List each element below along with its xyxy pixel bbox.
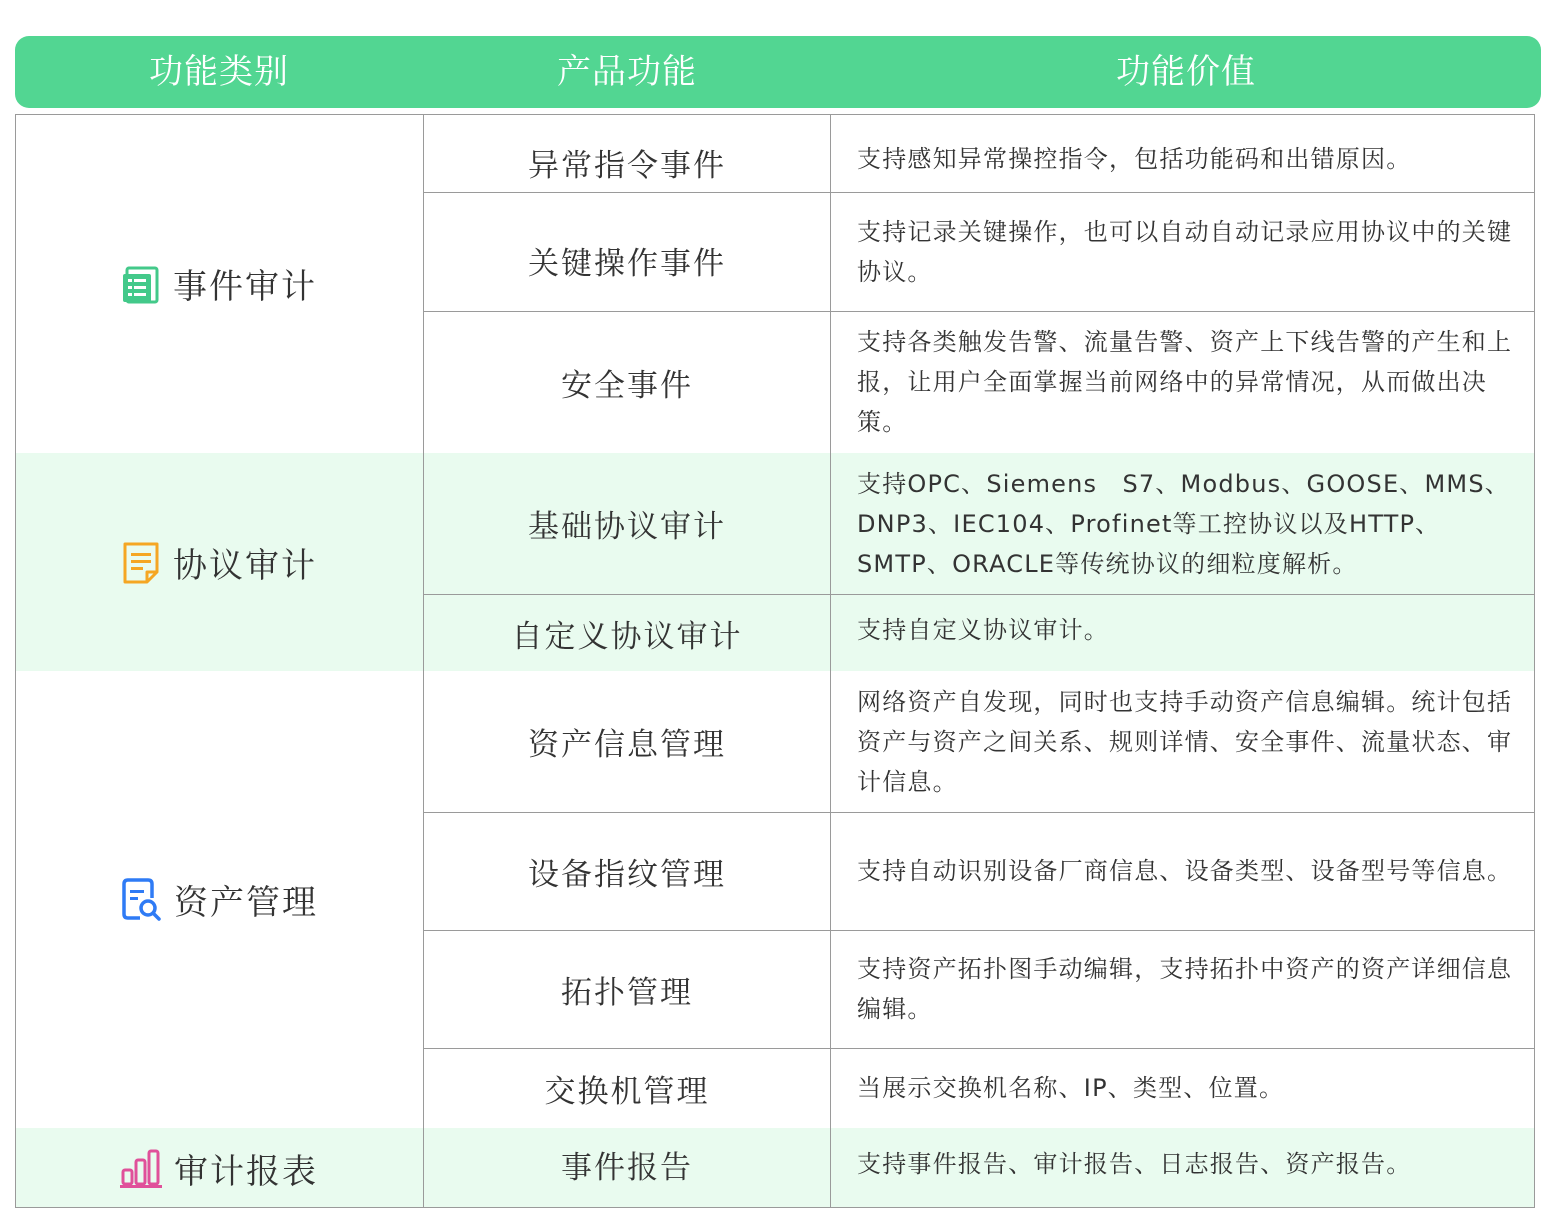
value-cell [857, 1048, 1527, 1128]
value-text: 支持资产拓扑图手动编辑，支持拓扑中资产的资产详细信息编辑。 [857, 955, 1513, 1023]
feature-cell: 交换机管理 [544, 1073, 710, 1110]
note-icon [121, 540, 161, 584]
value-text: 支持各类触发告警、流量告警、资产上下线告警的产生和上报，让用户全面掌握当前网络中的异常情况，从而做出决策。 [857, 328, 1513, 436]
category-label: 协议审计 [173, 545, 317, 586]
feature-cell: 基础协议审计 [528, 509, 726, 545]
value-text: 支持自动识别设备厂商信息、设备类型、设备型号等信息。 [857, 857, 1513, 885]
header-feature: 产品功能 [557, 52, 697, 92]
category-audit-report [15, 1128, 423, 1208]
feature-cell: 拓扑管理 [561, 974, 693, 1011]
document-list-icon [121, 264, 161, 304]
value-cell [857, 594, 1527, 666]
category-event-audit [15, 114, 423, 453]
category-protocol-audit [15, 453, 423, 671]
category-label: 资产管理 [174, 883, 318, 923]
category-label: 审计报表 [174, 1151, 318, 1192]
border-right [1534, 114, 1535, 1208]
feature-cell: 安全事件 [561, 367, 693, 404]
value-text: 支持事件报告、审计报告、日志报告、资产报告。 [857, 1150, 1412, 1178]
header-category: 功能类别 [149, 52, 289, 92]
value-cell [857, 930, 1527, 1048]
value-cell [857, 1128, 1527, 1200]
value-cell [857, 311, 1527, 453]
value-cell [857, 114, 1527, 204]
value-text: 当展示交换机名称、IP、类型、位置。 [857, 1074, 1285, 1102]
table-header [15, 36, 1541, 108]
feature-cell: 关键操作事件 [528, 246, 726, 282]
feature-cell: 异常指令事件 [528, 147, 726, 184]
feature-table [15, 114, 1535, 1208]
feature-cell: 自定义协议审计 [511, 618, 743, 655]
value-cell [857, 812, 1527, 930]
value-text: 支持感知异常操控指令，包括功能码和出错原因。 [857, 145, 1412, 173]
feature-cell: 资产信息管理 [528, 727, 726, 763]
value-text: 支持OPC、Siemens S7、Modbus、GOOSE、MMS、DNP3、IEC104、Profinet等工控协议以及HTTP、SMTP、ORACLE等传统协议的细粒度解析。 [857, 469, 1510, 578]
value-cell [857, 192, 1527, 311]
value-text: 支持记录关键操作，也可以自动自动记录应用协议中的关键协议。 [857, 217, 1513, 286]
value-text: 网络资产自发现，同时也支持手动资产信息编辑。统计包括资产与资产之间关系、规则详情、安全事件、流量状态、审计信息。 [857, 687, 1513, 796]
value-cell [857, 671, 1527, 812]
value-cell [857, 453, 1527, 594]
category-asset-management [15, 671, 423, 1128]
value-text: 支持自定义协议审计。 [857, 616, 1109, 644]
document-search-icon [120, 878, 162, 922]
feature-cell: 设备指纹管理 [528, 856, 726, 893]
header-value: 功能价值 [1116, 52, 1256, 92]
feature-cell: 事件报告 [561, 1149, 693, 1186]
bar-chart-icon [120, 1148, 162, 1188]
category-label: 事件审计 [173, 267, 317, 307]
